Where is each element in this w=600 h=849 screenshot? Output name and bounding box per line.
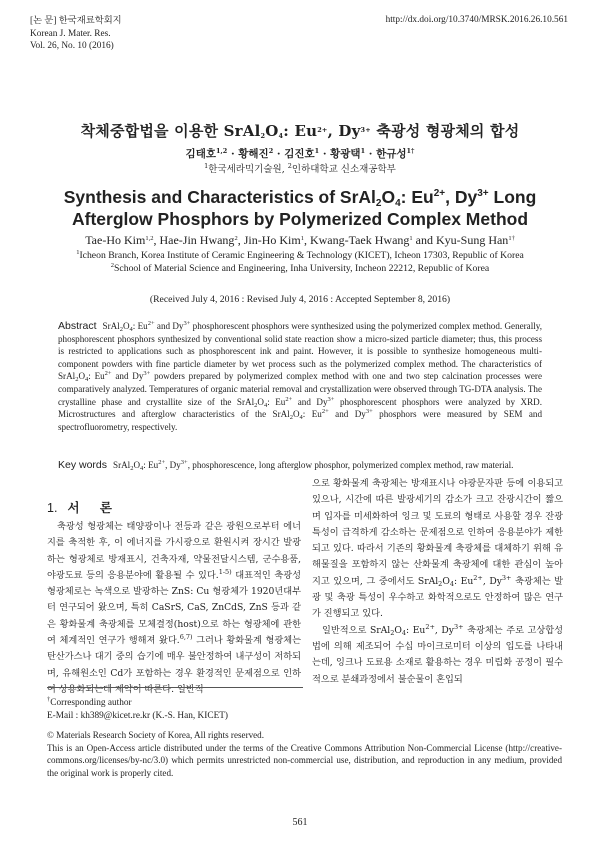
author-email: E-Mail : kh389@kicet.re.kr (K.-S. Han, KICET) xyxy=(47,710,229,721)
korean-authors: 김태호$^{1,2}$ · 황해진$^2$ · 김진호$^1$ · 황광택$^1$ · 한규성$^{1\dagger}$ xyxy=(185,147,415,160)
korean-affiliations: $^1$한국세라믹기술원, $^2$인하대학교 신소재공학부 xyxy=(204,162,396,175)
journal-name-english: Korean J. Mater. Res. xyxy=(30,28,111,39)
received-dates: (Received July 4, 2016 : Revised July 4, 2016 : Accepted September 8, 2016) xyxy=(149,294,451,305)
body-left-column xyxy=(47,519,301,698)
english-authors: Tae-Ho Kim$^{1,2}$, Hae-Jin Hwang$^2$, Jin-Ho Kim$^1$, Kwang-Taek Hwang$^1$ and Kyu-Sung Han$^{1\dagger}$ xyxy=(85,233,515,247)
english-title: Synthesis and Characteristics of $SrAl_2O_4$: $Eu^{2+}$, $Dy^{3+}$ Long Afterglow Phosphors by Polymerized Complex Method xyxy=(63,187,537,229)
body-right-column xyxy=(312,476,563,688)
footnote-divider xyxy=(47,687,303,688)
corresponding-author-footnote: †Corresponding author E-Mail : kh389@kicet.re.kr (K.-S. Han, KICET) xyxy=(47,696,229,721)
journal-header xyxy=(30,15,122,53)
doi-link[interactable]: http://dx.doi.org/10.3740/MRSK.2016.26.10.561 xyxy=(385,15,568,25)
abstract: Abstract $SrAl_2O_4$: $Eu^{2+}$ and $Dy^{3+}$ phosphorescent phosphors were synthesized using the polymerized complex method. Generally, phosphorescent phosphors synthesized by conventional solid state reaction show a micro-sized particle diameter; thus, this process is restricted to applications such as phosphorescent ink and paint. However, it is possible to synthesize homogeneous multi-component powders with fine particle diameter by wet process such as the polymerized complex method. The characteristics of $SrAl_2O_4$: $Eu^{2+}$ and $Dy^{3+}$ powders prepared by polymerized complex method with one and two step calcination processes were comparatively analyzed. Temperatures of organic material removal and crystallization were observed through TG-DTA analysis. The crystalline phase and crystallite size of the $SrAl_2O_4$: $Eu^{2+}$ and $Dy^{3+}$ phosphorescent phosphors were analyzed by XRD. Microstructures and afterglow characteristics of the $SrAl_2O_4$: $Eu^{2+}$ and $Dy^{3+}$ phosphors were measured by SEM and spectrofluorometry, respectively. xyxy=(58,320,542,432)
keywords: Key words $SrAl_2O_4$: $Eu^{2+}$, $Dy^{3+}$, phosphorescence, long afterglow phosphor, polymerized complex method, raw material. xyxy=(58,459,514,472)
copyright-notice: © Materials Research Society of Korea, All rights reserved. This is an Open-Access article distributed under the terms of the Creative Commons Attribution Non-Commercial License (http://creative-commons.org/licenses/by-nc/3.0) which permits unrestricted non-commercial use, distribution, and reproduction in any medium, provided the original work is properly cited. xyxy=(47,730,562,778)
english-affiliations: $^1$Icheon Branch, Korea Institute of Ceramic Engineering & Technology (KICET), Icheon 17303, Republic of Korea $^2$School of Material Science and Engineering, Inha University, Incheon 22212, Republic of Korea xyxy=(76,249,524,274)
paragraph: 일반적으로 $SrAl_2O_4$: $Eu^{2+}$, $Dy^{3+}$ 축광체는 주로 고상합성법에 의해 제조되어 수십 마이크로미터 이상의 입도를 나타내는데, 잉크나 도료용 소재로 활용하는 경우 미립화 공정이 필수적으로 분쇄과정에서 불순물이 혼입되 xyxy=(312,622,564,685)
korean-title: 착체중합법을 이용한 $SrAl_2O_4$: $Eu^{2+}$, $Dy^{3+}$ 축광성 형광체의 합성 xyxy=(80,122,520,140)
paragraph: 축광성 형광체는 태양광이나 전등과 같은 광원으로부터 에너지를 축적한 후, 이 에너지를 가시광으로 환원시켜 장시간 발광하는 형광체로 방재표시, 건축자재, 약물전달시스템, 군수용품, 야광도료 등의 응용분야에 활용될 수 있다.$^{1-5)}$ 대표적인 축광성 형광체로는 녹색으로 발광하는 ZnS: Cu 형광체가 1920년대부터 연구되어 왔으며, 특히 CaSrS, CaS, ZnCdS, ZnS 등과 같은 황화물계 축광체를 모체결정(host)으로 하는 형광체에 관한여 체계적인 연구가 행해져 왔다.$^{6,7)}$ 그러나 황화물계 형광체는 탄산가스나 대기 중의 습기에 매우 불안정하여 내구성이 저하되며, 유해원소인 Cd가 포함하는 경우 환경적인 문제점으로 인하여 상용화되는데 제약이 따른다. 일반적 xyxy=(47,521,302,695)
keywords-label: Key words xyxy=(58,459,108,471)
journal-volume: Vol. 26, No. 10 (2016) xyxy=(30,41,114,51)
journal-name: [논 문] 한국재료학회지 xyxy=(30,16,122,26)
section-heading: 1. 서 론 xyxy=(47,500,120,515)
abstract-label: Abstract xyxy=(58,320,97,332)
paragraph: 으로 황화물계 축광체는 방재표시나 야광문자판 등에 이용되고 있으나, 시간에 따른 발광세기의 감소가 크고 잔광시간이 짧으며 입자를 미세화하여 잉크 및 도료의 형태로 사용할 경우 잔광 특성이 급격하게 감소하는 문제점으로 인하여 응용분야가 제한되고 있다. 따라서 기존의 황화물계 축광체를 대체하기 위해 유해물질을 포함하지 않는 산화물계 축광체에 대한 관심이 높아지고 있으며, 그 중에서도 $SrAl_2O_4$: $Eu^{2+}$, $Dy^{3+}$ 축광체는 발광 및 축광 특성이 우수하고 화학적으로도 안정하여 많은 연구가 진행되고 있다. xyxy=(312,478,564,620)
page-number: 561 xyxy=(292,817,308,828)
